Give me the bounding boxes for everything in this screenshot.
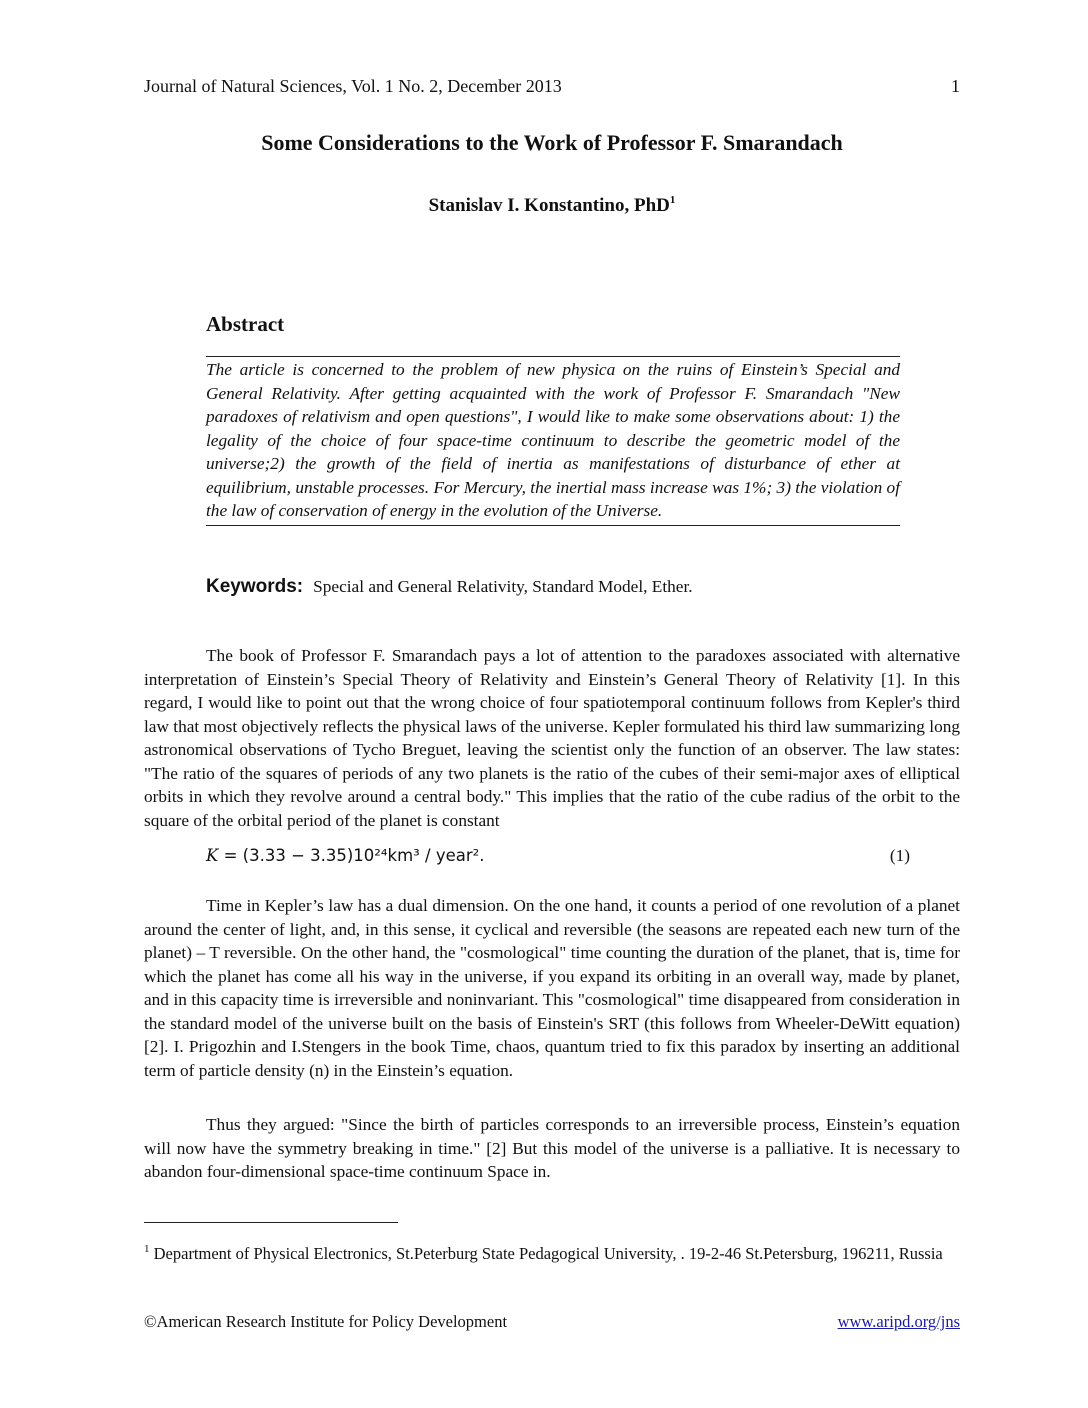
page-footer <box>144 1312 960 1332</box>
abstract-heading: Abstract <box>206 312 285 336</box>
paper-title: Some Considerations to the Work of Professor F. Smarandach <box>261 130 843 155</box>
page-number: 1 <box>951 76 960 96</box>
paragraph-text: Thus they argued: "Since the birth of particles corresponds to an irreversible process, Einstein’s equation will now have the symmetry breaking in time." [2] But this model of the universe is a palliative. It is necessary to abandon four-dimensional space-time continuum Space in. <box>144 1115 960 1181</box>
body-paragraph-1 <box>144 644 960 832</box>
footnote-mark: 1 <box>144 1243 150 1255</box>
author-footnote-mark: 1 <box>669 194 676 206</box>
abstract-text: The article is concerned to the problem of new physica on the ruins of Einstein’s Special and General Relativity. After getting acquainted with the work of Professor F. Smarandach "New paradoxes of relativism and open questions", I would like to make some observations about: 1) the legality of the choice of four space-time continuum to describe the geometric model of the universe;2) the growth of the field of inertia as manifestations of disturbance of ether at equilibrium, unstable processes. For Mercury, the inertial mass increase was 1%; 3) the violation of the law of conservation of energy in the evolution of the Universe. <box>206 356 900 526</box>
equation-rhs: = (3.33 − 3.35)10²⁴km³ / year². <box>218 846 485 865</box>
body-paragraph-3 <box>144 1113 960 1184</box>
copyright-text: ©American Research Institute for Policy Development <box>144 1312 508 1331</box>
journal-name: Journal of Natural Sciences, Vol. 1 No. 2, December 2013 <box>144 76 562 96</box>
keywords-line <box>206 576 693 598</box>
body-paragraph-2 <box>144 894 960 1082</box>
footnote-text: Department of Physical Electronics, St.Peterburg State Pedagogical University, . 19-2-46 St.Petersburg, 196211, Russia <box>149 1244 943 1263</box>
equation-expression <box>206 846 485 865</box>
equation-1 <box>206 846 910 866</box>
author-line <box>144 194 960 217</box>
keywords-label: Keywords: <box>206 576 304 597</box>
footnote-divider <box>144 1222 398 1223</box>
paragraph-text: The book of Professor F. Smarandach pays a lot of attention to the paradoxes associated with alternative interpretation of Einstein’s Special Theory of Relativity and Einstein’s General Theory of Relativity [1]. In this regard, I would like to point out that the wrong choice of four spatiotemporal continuum follows from Kepler's third law that most objectively reflects the physical laws of the universe. Kepler formulated his third law summarizing long astronomical observations of Tycho Breguet, leaving the scientist only the function of an observer. The law states: "The ratio of the squares of periods of any two planets is the ratio of the cubes of their semi-major axes of elliptical orbits in which they revolve around a central body." This implies that the ratio of the cube radius of the orbit to the square of the orbital period of the planet is constant <box>144 646 960 830</box>
journal-url-link[interactable]: www.aripd.org/jns <box>837 1312 960 1331</box>
keywords-text: Special and General Relativity, Standard Model, Ether. <box>313 577 693 596</box>
running-header <box>144 76 960 97</box>
author-name: Stanislav I. Konstantino, PhD <box>428 195 670 216</box>
equation-lhs: K <box>206 846 219 865</box>
equation-number: (1) <box>889 846 910 865</box>
footnote <box>144 1238 960 1265</box>
paragraph-text: Time in Kepler’s law has a dual dimension. On the one hand, it counts a period of one revolution of a planet around the center of light, and, in this sense, it cyclical and reversible (the seasons are repeated each new turn of the planet) – T reversible. On the other hand, the "cosmological" time counting the duration of the planet, that is, time for which the planet has come all his way in the universe, if you expand its orbiting in an overall way, made by planet, and in this capacity time is irreversible and noninvariant. This "cosmological" time disappeared from consideration in the standard model of the universe built on the basis of Einstein's SRT (this follows from Wheeler-DeWitt equation) [2]. I. Prigozhin and I.Stengers in the book Time, chaos, quantum tried to fix this paradox by inserting an additional term of particle density (n) in the Einstein’s equation. <box>144 896 960 1080</box>
